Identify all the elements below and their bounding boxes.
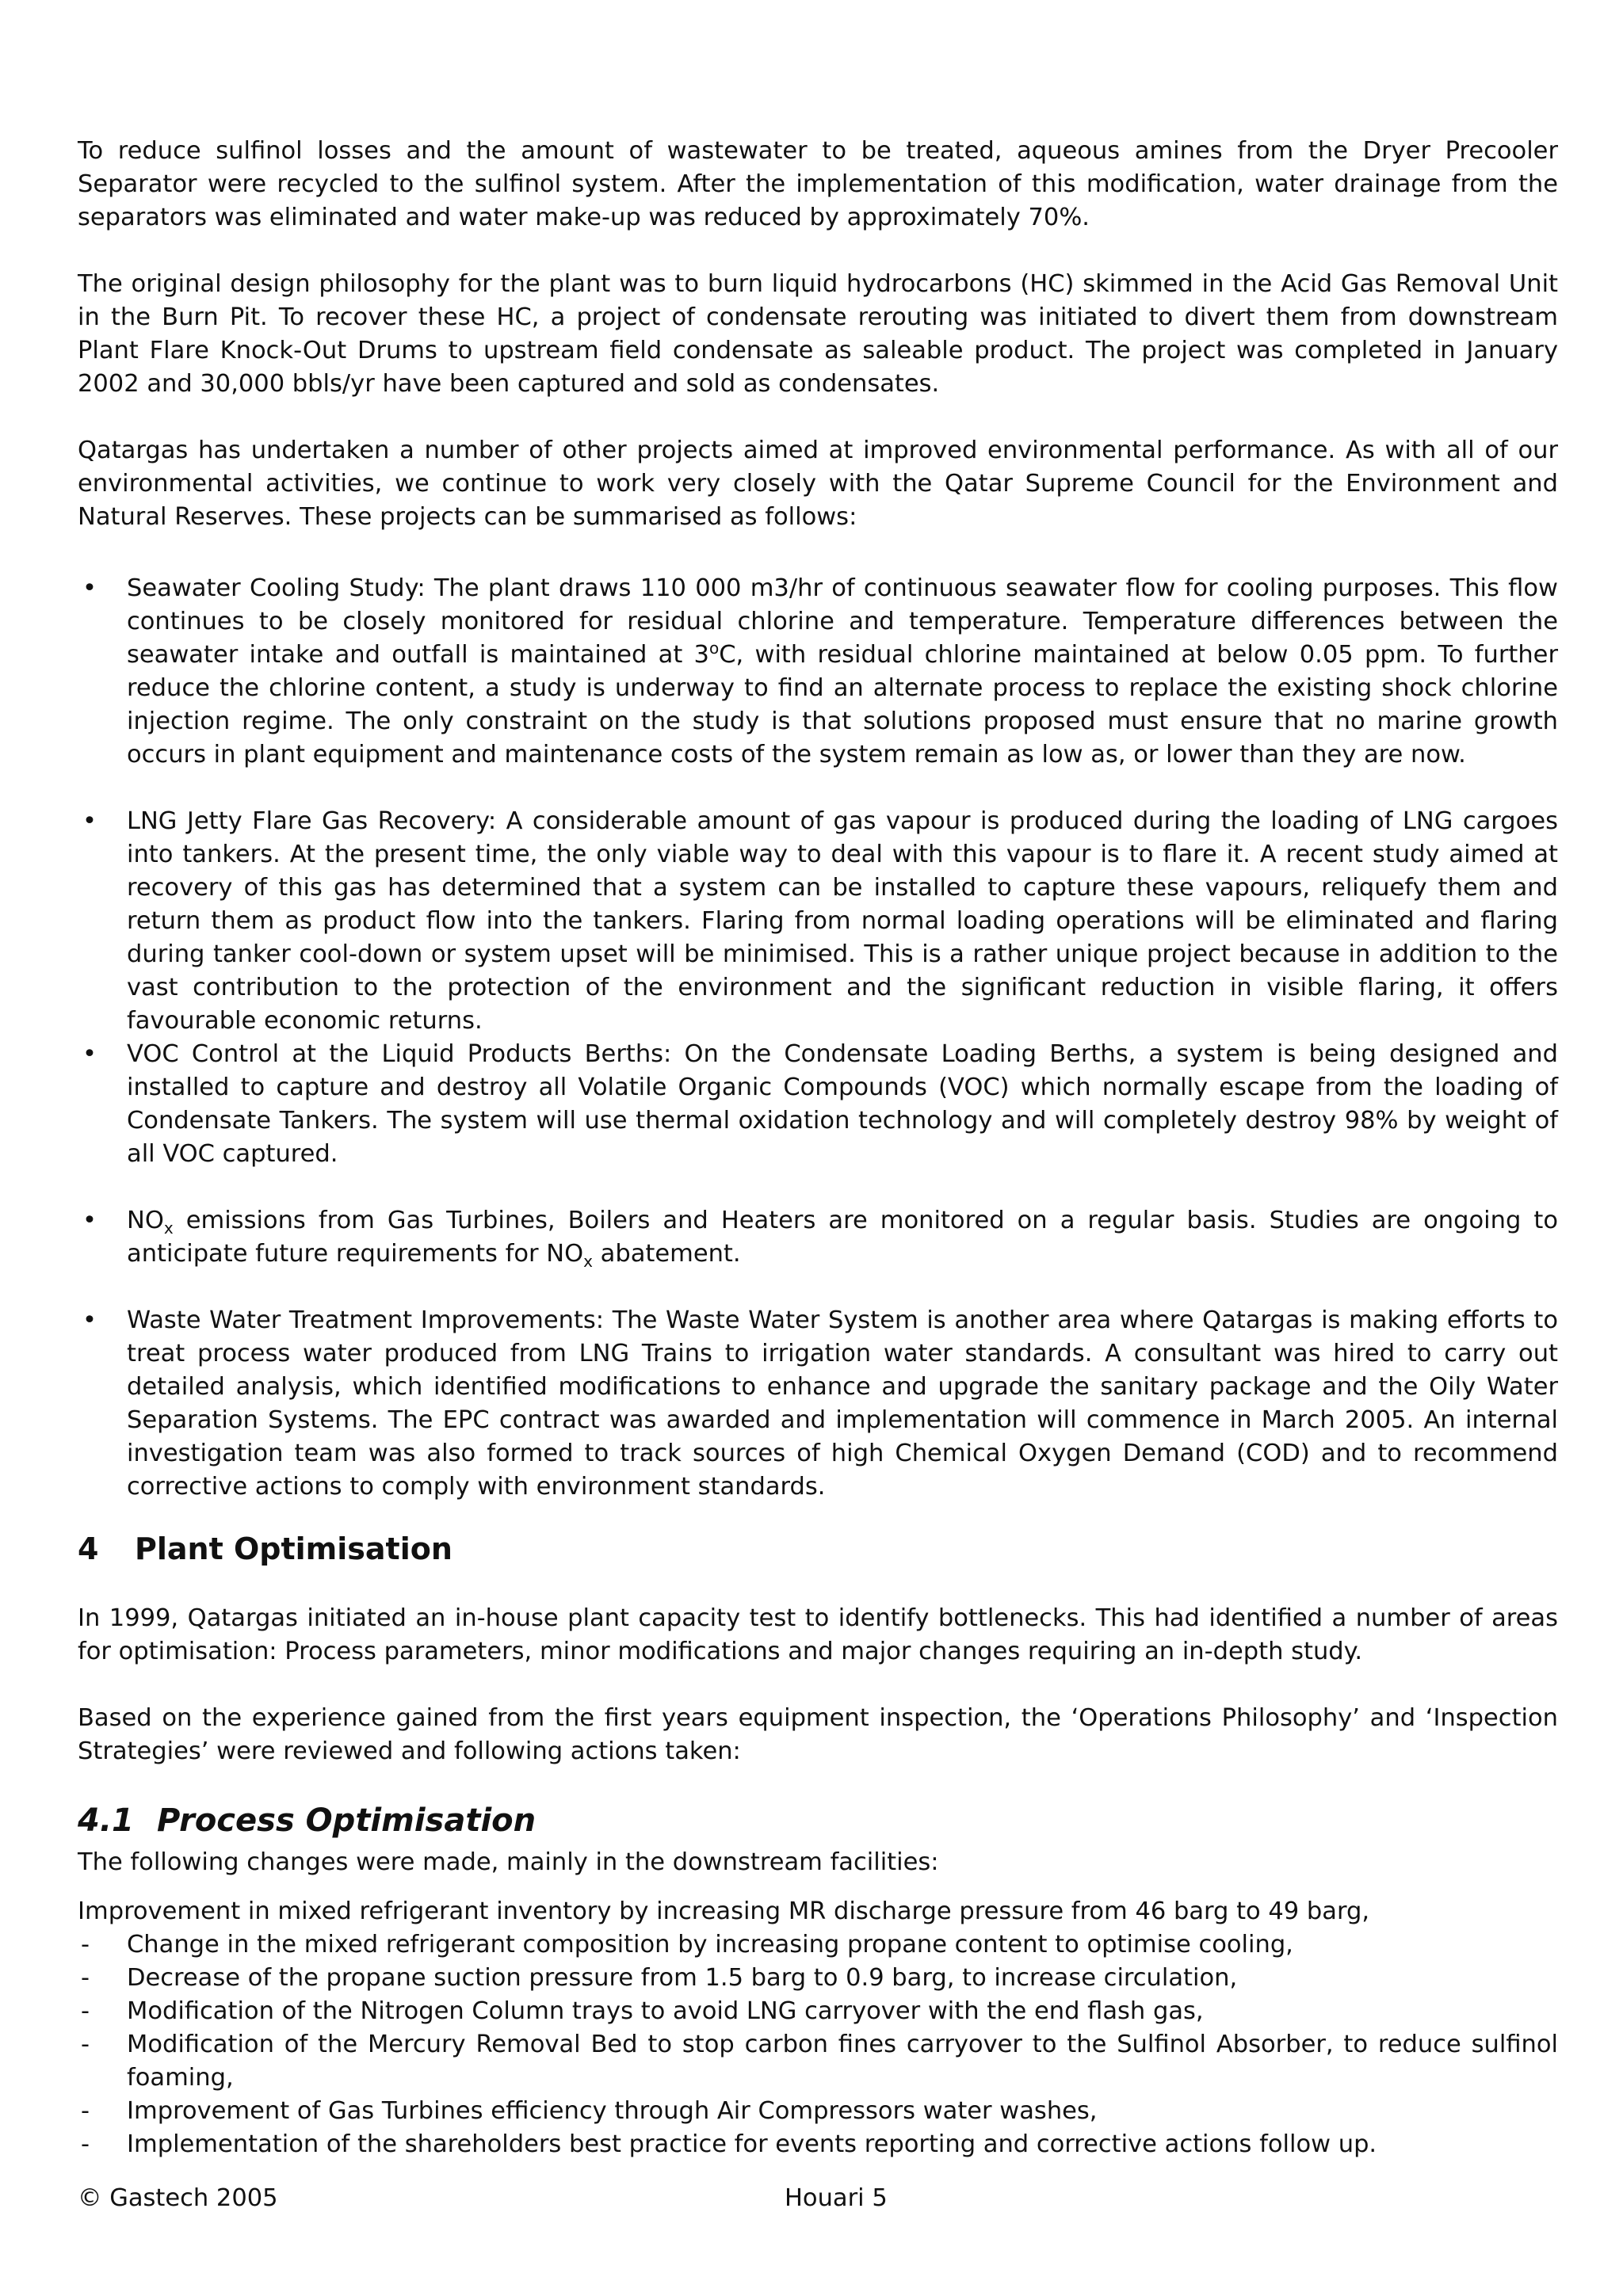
bullet-flare-gas-recovery: LNG Jetty Flare Gas Recovery: A considerable amount of gas vapour is produced during the loading of LNG cargoes into tankers. At the present time, the only viable way to deal with this vapour is to flare it. A recent study aimed at recovery of this gas has determined that a system can be installed to capture these vapours, reliquefy them and return them as product flow into the tankers. Flaring from normal loading operations will be eliminated and flaring during tanker cool-down or system upset will be minimised. This is a rather unique project because in addition to the vast contribution to the protection of the environment and the significant reduction in visible flaring, it offers favourable economic returns. [127, 807, 1558, 1035]
change-item: Modification of the Nitrogen Column trays to avoid LNG carryover with the end flash gas, [127, 1997, 1204, 2025]
paragraph-inspection-experience: Based on the experience gained from the first years equipment inspection, the ‘Operations Philosophy’ and ‘Inspection Strategies’ were reviewed and following actions taken: [78, 1704, 1558, 1765]
section-4-heading: 4 Plant Optimisation [78, 1531, 453, 1566]
section-4-1-heading: 4.1 Process Optimisation [78, 1802, 537, 1839]
dash-marker: - [81, 1997, 90, 2025]
bullet-voc-control: VOC Control at the Liquid Products Berths: On the Condensate Loading Berths, a system is being designed and installed to capture and destroy all Volatile Organic Compounds (VOC) which normally escape from the loading of Condensate Tankers. The system will use thermal oxidation technology and will completely destroy 98% by weight of all VOC captured. [127, 1040, 1558, 1168]
bullet-seawater-cooling: Seawater Cooling Study: The plant draws 110 000 m3/hr of continuous seawater flow for cooling purposes. This flow continues to be closely monitored for residual chlorine and temperature. Temperature differences between the seawater intake and outfall is maintained at 3$^o$C, with residual chlorine maintained at below 0.05 ppm. To further reduce the chlorine content, a study is underway to find an alternate process to replace the existing shock chlorine injection regime. The only constraint on the study is that solutions proposed must ensure that no marine growth occurs in plant equipment and maintenance costs of the system remain as low as, or lower than they are now. [127, 574, 1558, 769]
paragraph-other-projects: Qatargas has undertaken a number of other projects aimed at improved environmental performance. As with all of our environmental activities, we continue to work very closely with the Qatar Supreme Council for the Environment and Natural Reserves. These projects can be summarised as follows: [78, 437, 1558, 531]
bullet-marker: • [82, 1207, 97, 1234]
bullet-marker: • [82, 1040, 97, 1068]
paragraph-mr-inventory: Improvement in mixed refrigerant inventory by increasing MR discharge pressure from 46 barg to 49 barg, [78, 1897, 1370, 1925]
dash-marker: - [81, 2097, 90, 2125]
footer-copyright: © Gastech 2005 [78, 2184, 278, 2212]
bullet-marker: • [82, 574, 97, 602]
change-item: Implementation of the shareholders best practice for events reporting and corrective actions follow up. [127, 2130, 1377, 2158]
change-item: Improvement of Gas Turbines efficiency through Air Compressors water washes, [127, 2097, 1098, 2125]
paragraph-changes-intro: The following changes were made, mainly in the downstream facilities: [78, 1848, 939, 1876]
change-item: Modification of the Mercury Removal Bed to stop carbon fines carryover to the Sulfinol Absorber, to reduce sulfinol foaming, [127, 2031, 1558, 2092]
paragraph-design-philosophy: The original design philosophy for the plant was to burn liquid hydrocarbons (HC) skimmed in the Acid Gas Removal Unit in the Burn Pit. To recover these HC, a project of condensate rerouting was initiated to divert them from downstream Plant Flare Knock-Out Drums to upstream field condensate as saleable product. The project was completed in January 2002 and 30,000 bbls/yr have been captured and sold as condensates. [78, 270, 1558, 398]
bullet-marker: • [82, 807, 97, 835]
dash-marker: - [81, 1964, 90, 1992]
paragraph-sulfinol: To reduce sulfinol losses and the amount of wastewater to be treated, aqueous amines from the Dryer Precooler Separator were recycled to the sulfinol system. After the implementation of this modification, water drainage from the separators was eliminated and water make-up was reduced by approximately 70%. [78, 137, 1558, 231]
footer-page-number: Houari 5 [785, 2184, 888, 2212]
bullet-waste-water: Waste Water Treatment Improvements: The Waste Water System is another area where Qatargas is making efforts to treat process water produced from LNG Trains to irrigation water standards. A consultant was hired to carry out detailed analysis, which identified modifications to enhance and upgrade the sanitary package and the Oily Water Separation Systems. The EPC contract was awarded and implementation will commence in March 2005. An internal investigation team was also formed to track sources of high Chemical Oxygen Demand (COD) and to recommend corrective actions to comply with environment standards. [127, 1306, 1558, 1501]
dash-marker: - [81, 2031, 90, 2058]
bullet-marker: • [82, 1306, 97, 1334]
change-item: Change in the mixed refrigerant composition by increasing propane content to optimise cooling, [127, 1931, 1293, 1958]
paragraph-capacity-test: In 1999, Qatargas initiated an in-house plant capacity test to identify bottlenecks. This had identified a number of areas for optimisation: Process parameters, minor modifications and major changes requiring an in-depth study. [78, 1604, 1558, 1665]
bullet-nox-emissions: $NO_x$ emissions from Gas Turbines, Boilers and Heaters are monitored on a regular basis. Studies are ongoing to anticipate future requirements for $NO_x$ abatement. [127, 1207, 1558, 1272]
dash-marker: - [81, 2130, 90, 2158]
change-item: Decrease of the propane suction pressure from 1.5 barg to 0.9 barg, to increase circulation, [127, 1964, 1238, 1992]
dash-marker: - [81, 1931, 90, 1958]
